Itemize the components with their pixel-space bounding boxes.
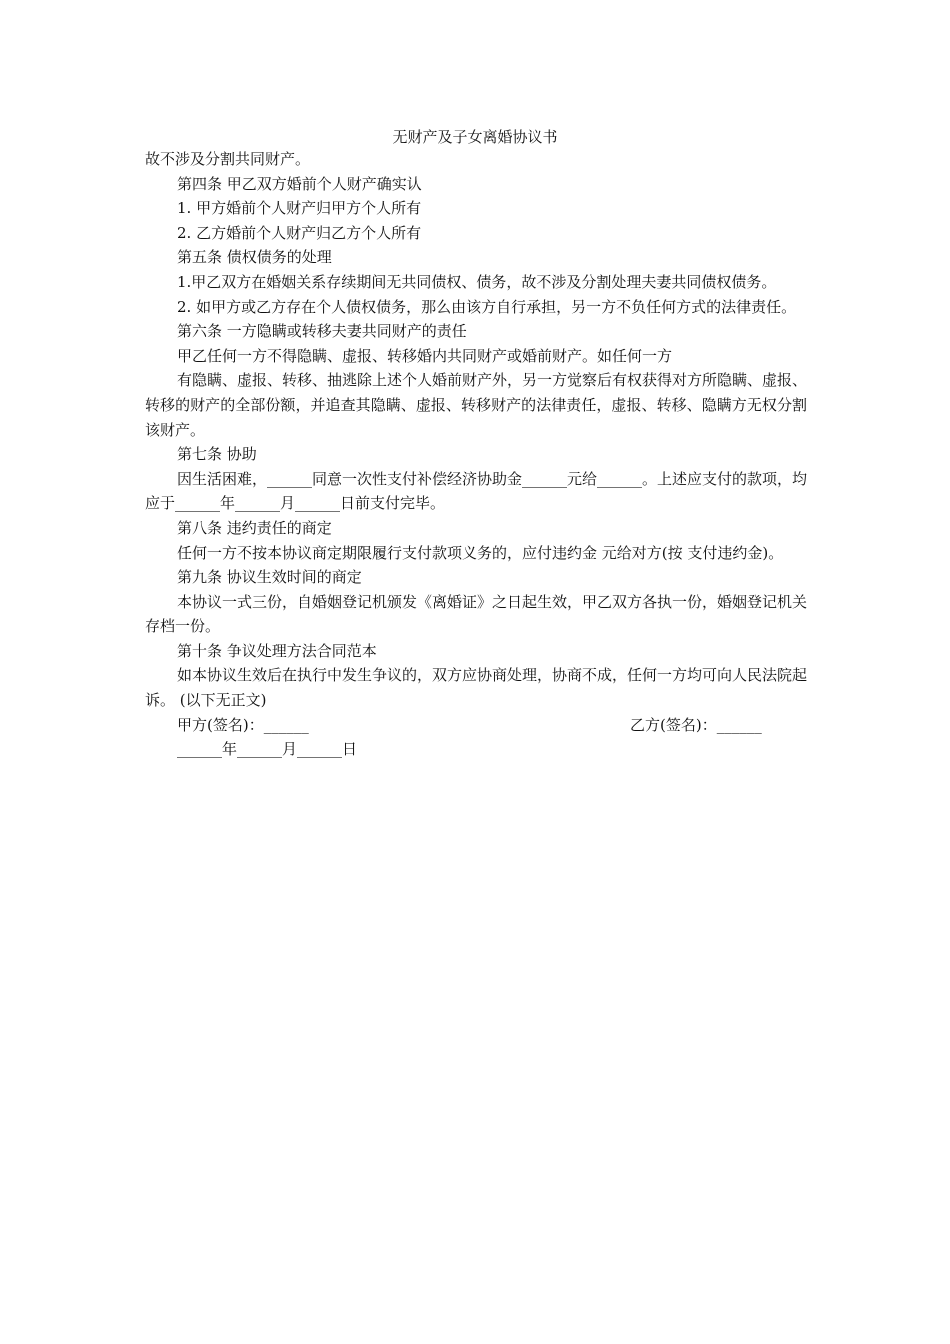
paragraph-list [145, 147, 807, 713]
paragraph: 第八条 违约责任的商定 [177, 518, 332, 537]
paragraph: 第七条 协助 [177, 445, 257, 464]
document-body [145, 147, 807, 762]
paragraph: 第十条 争议处理方法合同范本 [177, 641, 377, 660]
paragraph: 第九条 协议生效时间的商定 [177, 568, 362, 587]
paragraph: 有隐瞒、虚报、转移、抽逃除上述个人婚前财产外，另一方觉察后有权获得对方所隐瞒、虚报、转移的财产的全部份额，并追查其隐瞒、虚报、转移财产的法律责任，虚报、转移、隐瞒方无权分割该财产。 [145, 371, 808, 439]
paragraph: 2. 如甲方或乙方存在个人债权债务，那么由该方自行承担，另一方不负任何方式的法律责任。 [177, 297, 797, 316]
paragraph: 如本协议生效后在执行中发生争议的，双方应协商处理，协商不成，任何一方均可向人民法院起诉。 (以下无正文) [145, 666, 808, 710]
date-line: ______年______月______日 [177, 740, 358, 759]
paragraph: 1.甲乙双方在婚姻关系存续期间无共同债权、债务，故不涉及分割处理夫妻共同债权债务。 [177, 272, 777, 291]
paragraph: 甲乙任何一方不得隐瞒、虚报、转移婚内共同财产或婚前财产。如任何一方 [177, 346, 673, 365]
paragraph: 本协议一式三份，自婚姻登记机颁发《离婚证》之日起生效，甲乙双方各执一份，婚姻登记机关存档一份。 [145, 592, 808, 636]
paragraph: 第五条 债权债务的处理 [177, 248, 332, 267]
paragraph: 第四条 甲乙双方婚前个人财产确实认 [177, 174, 422, 193]
signature-row [145, 713, 807, 738]
page-header: 无财产及子女离婚协议书 [392, 128, 558, 146]
party-a-signature: 甲方(签名)：______ [177, 715, 309, 734]
party-b-signature: 乙方(签名)：______ [630, 715, 762, 734]
paragraph: 因生活困难，______同意一次性支付补偿经济协助金______元给______。上述应支付的款项，均应于______年______月______日前支付完毕。 [145, 469, 808, 513]
paragraph: 第六条 一方隐瞒或转移夫妻共同财产的责任 [177, 322, 467, 341]
paragraph: 故不涉及分割共同财产。 [145, 150, 311, 168]
paragraph: 任何一方不按本协议商定期限履行支付款项义务的，应付违约金 元给对方(按 支付违约金)。 [177, 543, 784, 562]
paragraph: 2. 乙方婚前个人财产归乙方个人所有 [177, 223, 422, 242]
paragraph: 1. 甲方婚前个人财产归甲方个人所有 [177, 199, 422, 218]
